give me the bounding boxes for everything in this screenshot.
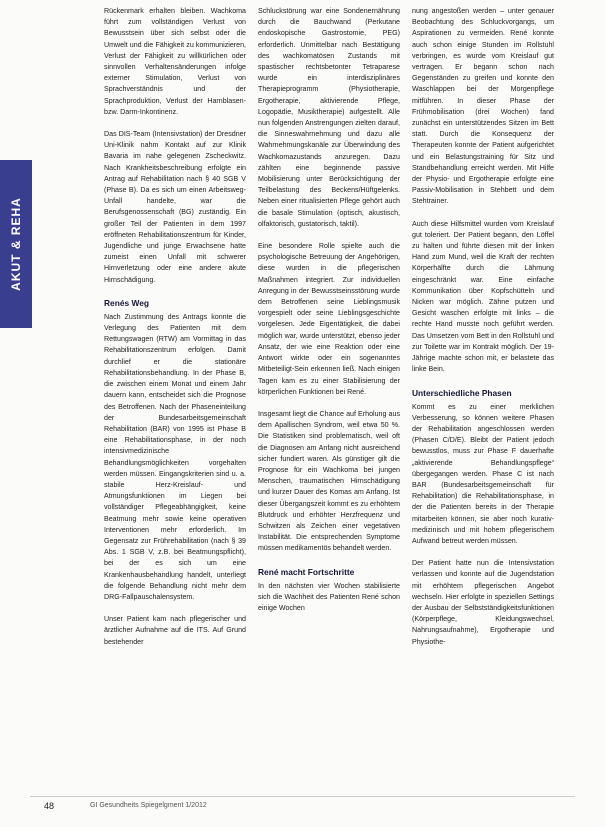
text-column-3 — [412, 6, 554, 781]
paragraph: nung angestoßen werden – unter genauer Beobachtung des Schluckvorgangs, um Aspirationen zu vermeiden. René konnte auch schon einige Stunden im Rollstuhl verbringen, es wurde vom Kreislauf gut vertragen. Er begann schon nach Gegenständen zu greifen und konnte den Waschlappen bei der Morgenpflege mitführen. In dieser Phase der Frühmobilisation (drei Wochen) fand zunächst ein unterstützendes Sitzen im Bett statt. Durch die Konsequenz der Therapeuten konnte der Patient aufgerichtet und ein Belastungstraining für Sitz und Standbehandlung erreicht werden. Mit Hilfe der Physio- und Ergotherapie erfolgte eine Passiv-Mobilisation in Stehbett und dem Stehtrainer. — [412, 7, 554, 206]
section-tab — [0, 160, 32, 328]
text-column-1 — [104, 6, 246, 781]
paragraph: Der Patient hatte nun die Intensivstation verlassen und konnte auf die Jugendstation mit erhöhtem pflegerischen Angebot wechseln. Hier erfolgte in speziellen Settings der Ausbau der Selbstständigkeitsfunktionen (Körperpflege, Kleidungswechsel, Nahrungsaufnahme), Ergotherapie und Physiothe- — [412, 559, 554, 646]
section-heading: Renés Weg — [104, 297, 149, 308]
paragraph: Auch diese Hilfsmittel wurden vom Kreislauf gut toleriert. Der Patient begann, den Löffel zu halten und führte diesen mit der linken Hand zum Mund, weil die Kraft der rechten Körperhälfte durch die Lähmung eingeschränkt war. Eine einfache Kommunikation über Kopfschütteln und Nicken war möglich. Zähne putzen und Gesicht waschen erfolgte mit links – die rechte Hand musste noch geführt werden. Das Umsetzen vom Bett in den Rollstuhl und zur Toilette war im Kontrakt möglich. Der 19-Jährige machte schon mit, er belastete das linke Bein. — [412, 219, 554, 374]
paragraph: Kommt es zu einer merklichen Verbesserung, so können weitere Phasen der Rehabilitation angeschlossen werden (Phasen C/D/E). Bleibt der Patient jedoch bewusstlos, muss zur Phase F dauerhafte „aktivierende Behandlungspflege“ übergegangen werden. Phase C ist nach BAR (Bundesarbeitsgemeinschaft für Rehabilitation) die Rehabilitationsphase, in der die Patienten bereits in der Therapie mitarbeiten können, sie aber noch kurativ-medizinisch und mit hohem pflegerischem Aufwand betreut werden müssen. — [412, 402, 554, 545]
paragraph: Eine besondere Rolle spielte auch die psychologische Betreuung der Angehörigen, diese wurden in die pflegerischen Maßnahmen integriert. Zur individuellen Anregung in der Bewusstseinsstörung wurde dem Betroffenen seine Lieblingsmusik vorgespielt oder seine Lieblingsgeschichte vorgelesen. Jede Eigentätigkeit, die dabei möglich war, wurde unterstützt, ebenso jeder Ansatz, der wie eine Reaktion oder eine Antwort wirkte oder ein sogenanntes Mitbeteiligt-Sein erkennen ließ. Nach einigen Tagen kam es zu einer Stabilisierung der körperlichen Funktionen bei René. — [258, 242, 400, 396]
page-footer — [30, 799, 575, 813]
paragraph: Nach Zustimmung des Antrags konnte die Verlegung des Patienten mit dem Rettungswagen (RTW) am Vormittag in das Rehabilitationszentrum erfolgen. Damit durchlief er die stationäre Rehabilitationsbehandlung. In der Phase B, die zwischen einem Monat und einem Jahr dauern kann, entscheidet sich die Prognose des Betroffenen. Nach der Phaseneinteilung der Bundesarbeitsgemeinschaft Rehabilitation (BAR) von 1995 ist Phase B eine Rehabilitationsphase, in der noch intensivmedizinische Behandlungsmöglichkeiten vorgehalten werden müssen. Eingangskriterien sind u. a. stabile Herz-Kreislauf- und Atmungsfunktionen im Liegen bei vollständiger Pflegeabhängigkeit, keine Beatmung mehr sowie keine operativen Interventionen mehr erforderlich. Im Gegensatz zur Frührehabilitation (nach § 39 Abs. 1 SGB V, z.B. bei Beatmungspflicht), bei der es sich um eine Krankenhausbehandlung handelt, unterliegt die folgende Behandlung nicht mehr dem DRG-Fallpauschalensystem. — [104, 312, 246, 601]
footer-rule — [30, 796, 575, 797]
text-column-2 — [258, 6, 400, 781]
paragraph: Insgesamt liegt die Chance auf Erholung aus dem Apallischen Syndrom, weil etwa 50 %. Die Statistiken sind problematisch, weil oft die Diagnosen am Anfang nicht ausreichend sicher fundiert waren. Als günstiger gilt die Prognose für ein Wachkoma bei jungen Menschen, traumatischen Hirnschädigung und kurzer Dauer des Komas am Anfang. Ist dieser Übergangszeit kommt es zu erhöhtem Blutdruck und erhöhter Herzfrequenz und Schwitzen als Zeichen einer vegetativen Instabilität. Die entsprechenden Symptome müssen medikamentös behandelt werden. — [258, 409, 400, 553]
paragraph: Schluckstörung war eine Sondenernährung durch die Bauchwand (Perkutane endoskopische Gastrostomie, PEG) erforderlich. Unmittelbar nach Bestätigung des wachkomatösen Zustands mit spastischer rechtsbetonter Tetraparese wurde ein interdisziplinäres Therapieprogramm (Physiotherapie, Ergotherapie, aktivierende Pflege, Logopädie, Musiktherapie) aufgestellt. Alle nun folgenden Anstrengungen zielten darauf, die Sinneswahrnehmung und dazu alle Wahrnehmungskanäle zur Überwindung des Wachkomazustands anzuregen. Dazu zählten eine beginnende passive Mobilisierung unter Berücksichtigung der Teilbelastung des Beckens/Hüftgelenks. Neben einer ritualisierten Pflege gehört auch die basale Stimulation (optisch, akustisch, olfaktorisch, gustatorisch, taktil). — [258, 7, 400, 228]
section-heading: René macht Fortschritte — [258, 566, 355, 577]
paragraph: Rückenmark erhalten bleiben. Wachkoma führt zum vollständigen Verlust von Bewusstsein über sich selbst oder die Umwelt und die Fähigkeit zu kommunizieren, Verlust der Fähigkeit zu willkürlichen oder sinnvollen Verhaltensänderungen infolge externer Stimulation, Verlust von Sprachverständnis und der Sprachproduktion, Verlust der Harnblasen- bzw. Darm-Inkontinenz. — [104, 7, 246, 116]
paragraph: Unser Patient kam nach pflegerischer und ärztlicher Aufnahme auf die ITS. Auf Grund bestehender — [104, 615, 246, 646]
footer-source: GI Gesundheits Spiegelgment 1/2012 — [90, 802, 207, 809]
section-heading: Unterschiedliche Phasen — [412, 387, 512, 398]
paragraph: In den nächsten vier Wochen stabilisierte sich die Wachheit des Patienten René schon einige Wochen — [258, 581, 400, 612]
section-tab-label: AKUT & REHA — [9, 197, 24, 291]
page-number: 48 — [44, 801, 55, 811]
paragraph: Das DIS-Team (Intensivstation) der Dresdner Uni-Klinik nahm Kontakt auf zur Klinik Bavaria im nahe gelegenen Zscheckwitz. Nach Krankheitsbeschreibung erfolgte ein Antrag auf Rehabilitation nach § 40 SGB V (Phase B). Da es sich um einen Arbeitsweg-Unfall handelte, war die Berufsgenossenschaft (BG) zuständig. Ein großer Teil der Patienten in dem 1997 eröffneten Rehabilitationszentrum für Kinder, Jugendliche und junge Erwachsene hatte zumeist einen Unfall mit schwerer Hirnverletzung oder eine andere akute Hirnschädigung. — [104, 130, 246, 284]
